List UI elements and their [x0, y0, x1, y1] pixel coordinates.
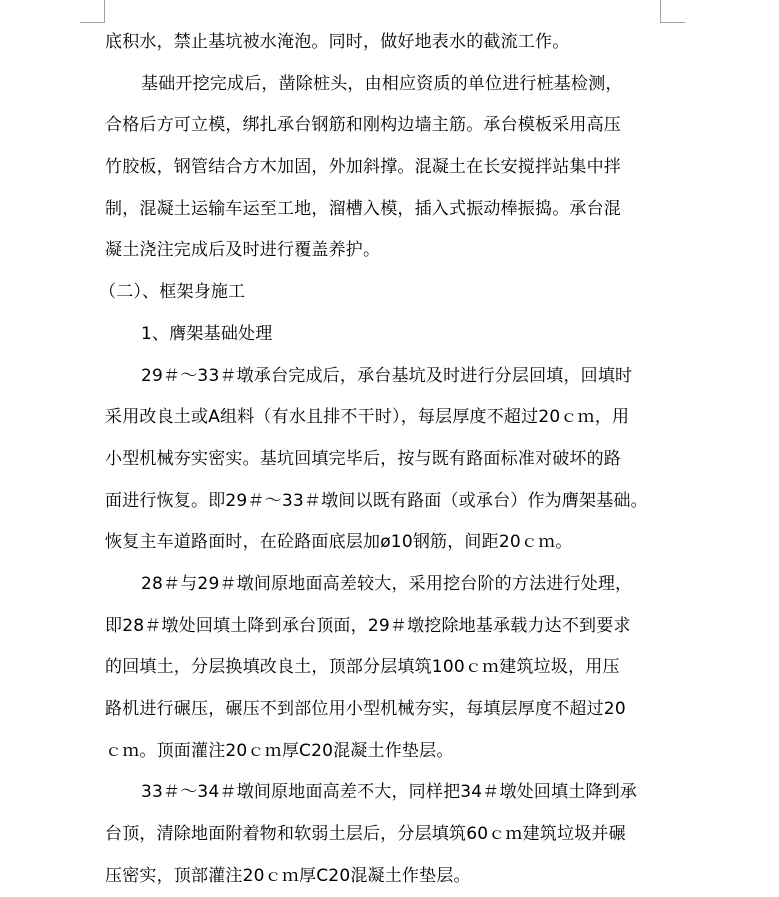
- text-line: 路机进行碾压，碾压不到部位用小型机械夯实，每填层厚度不超过20: [105, 699, 626, 719]
- page-corner-mark-right: [660, 0, 685, 23]
- text-line: 恢复主车道路面时，在砼路面底层加ø10钢筋，间距20ｃｍ。: [105, 532, 573, 553]
- text-line: 台顶，清除地面附着物和软弱土层后，分层填筑60ｃｍ建筑垃圾并碾: [105, 824, 626, 845]
- paragraph-first-line: 29＃～33＃墩承台完成后，承台基坑及时进行分层回填，回填时: [141, 365, 633, 386]
- text-line: 压密实，顶部灌注20ｃｍ厚C20混凝土作垫层。: [105, 865, 471, 886]
- subsection-heading: 1、膺架基础处理: [141, 323, 273, 344]
- text-line: 采用改良土或A组料（有水且排不干时），每层厚度不超过20ｃｍ，用: [105, 407, 630, 428]
- text-line: 竹胶板，钢管结合方木加固，外加斜撑。混凝土在长安搅拌站集中拌: [105, 157, 621, 178]
- page-corner-mark-left: [80, 0, 105, 23]
- text-line: 即28＃墩处回填土降到承台顶面，29＃墩挖除地基承载力达不到要求: [105, 615, 631, 636]
- text-line: 合格后方可立模，绑扎承台钢筋和刚构边墙主筋。承台模板采用高压: [105, 115, 621, 136]
- text-line: ｃｍ。顶面灌注20ｃｍ厚C20混凝土作垫层。: [105, 740, 454, 761]
- section-heading: （二）、框架身施工: [99, 282, 246, 303]
- paragraph-first-line: 28＃与29＃墩间原地面高差较大，采用挖台阶的方法进行处理，: [141, 573, 633, 594]
- paragraph-first-line: 33＃～34＃墩间原地面高差不大，同样把34＃墩处回填土降到承: [141, 782, 638, 803]
- text-line: 小型机械夯实密实。基坑回填完毕后，按与既有路面标准对破坏的路: [105, 448, 621, 469]
- paragraph-first-line: 基础开挖完成后，凿除桩头，由相应资质的单位进行桩基检测，: [141, 73, 623, 94]
- text-line: 面进行恢复。即29＃～33＃墩间以既有路面（或承台）作为膺架基础。: [105, 490, 648, 511]
- text-line: 凝土浇注完成后及时进行覆盖养护。: [105, 240, 381, 261]
- text-line: 的回填土，分层换填改良土，顶部分层填筑100ｃｍ建筑垃圾，用压: [105, 657, 620, 678]
- document-body: [99, 22, 660, 897]
- text-line: 底积水，禁止基坑被水淹泡。同时，做好地表水的截流工作。: [105, 32, 570, 52]
- text-line: 制，混凝土运输车运至工地，溜槽入模，插入式振动棒振捣。承台混: [105, 198, 621, 219]
